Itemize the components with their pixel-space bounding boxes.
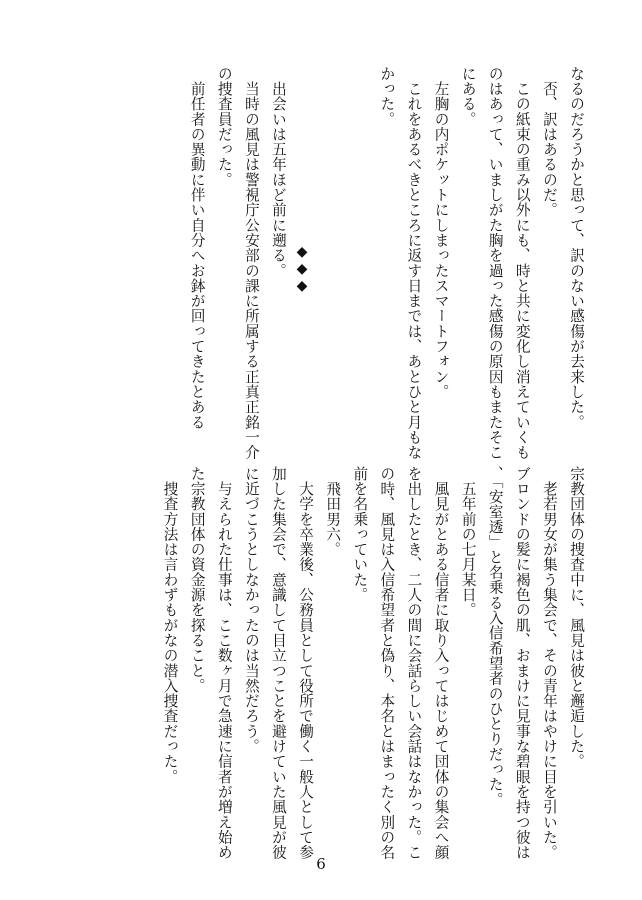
paragraph: 前任者の異動に伴い自分へお鉢が回ってきたとある <box>188 66 206 430</box>
paragraph: 飛田男六。 <box>324 466 342 557</box>
paragraph: 当時の風見は警視庁公安部の課に所属する正真正銘一介 の捜査員だった。 <box>215 66 260 460</box>
page-number: 6 <box>316 855 326 873</box>
paragraph: この紙束の重み以外にも、時と共に変化し消えていくも のはあって、いましがた胸を過った感傷の原因もまたそこ にある。 <box>459 66 531 460</box>
paragraph: 出会いは五年ほど前に遡る。 <box>269 66 287 279</box>
paragraph: 宗教団体の捜査中に、風見は彼と邂逅した。 <box>568 466 585 769</box>
paragraph: 捜査方法は言わずもがなの潜入捜査だった。 <box>161 466 179 785</box>
paragraph: 与えられた仕事は、ここ数ヶ月で急速に信者が増え始め た宗教団体の資金源を探ること。 <box>188 466 233 860</box>
paragraph: これをあるべきところに返す日までは、あとひと月もな かった。 <box>378 66 423 460</box>
paragraph: 左胸の内ポケットにしまったスマートフォン。 <box>432 66 450 400</box>
blank-line <box>346 66 373 446</box>
paragraph: なるのだろうかと思って、訳のない感傷が去来した。 <box>568 66 585 430</box>
paragraph: 老若男女が集う集会で、その青年はやけに目を引いた。 ブロンドの髪に褐色の肌、おまけに見事な碧眼を持つ彼は 、「安室透」と名乗る入信希望者のひとりだった。 <box>486 466 558 860</box>
lower-text-block <box>157 466 591 860</box>
paragraph: 否、訳はあるのだ。 <box>540 66 558 218</box>
paragraph: 五年前の七月某日。 <box>459 466 477 618</box>
scene-break-divider: ◆◆◆ <box>294 244 310 295</box>
blank-line <box>319 66 346 446</box>
paragraph: 大学を卒業後、公務員として役所で働く一般人として参 加した集会で、意識して目立つことを避けていた風見が彼 に近づこうとしなかったのは当然だろう。 <box>242 466 315 860</box>
paragraph: 風見がとある信者に取り入ってはじめて団体の集会へ顔 を出したとき、二人の間に会話らしい会話はなかった。こ の時、風見は入信希望者と偽り、本名とはまったく別の名 前を名乗っていた。 <box>351 466 450 860</box>
upper-text-block <box>184 66 590 460</box>
